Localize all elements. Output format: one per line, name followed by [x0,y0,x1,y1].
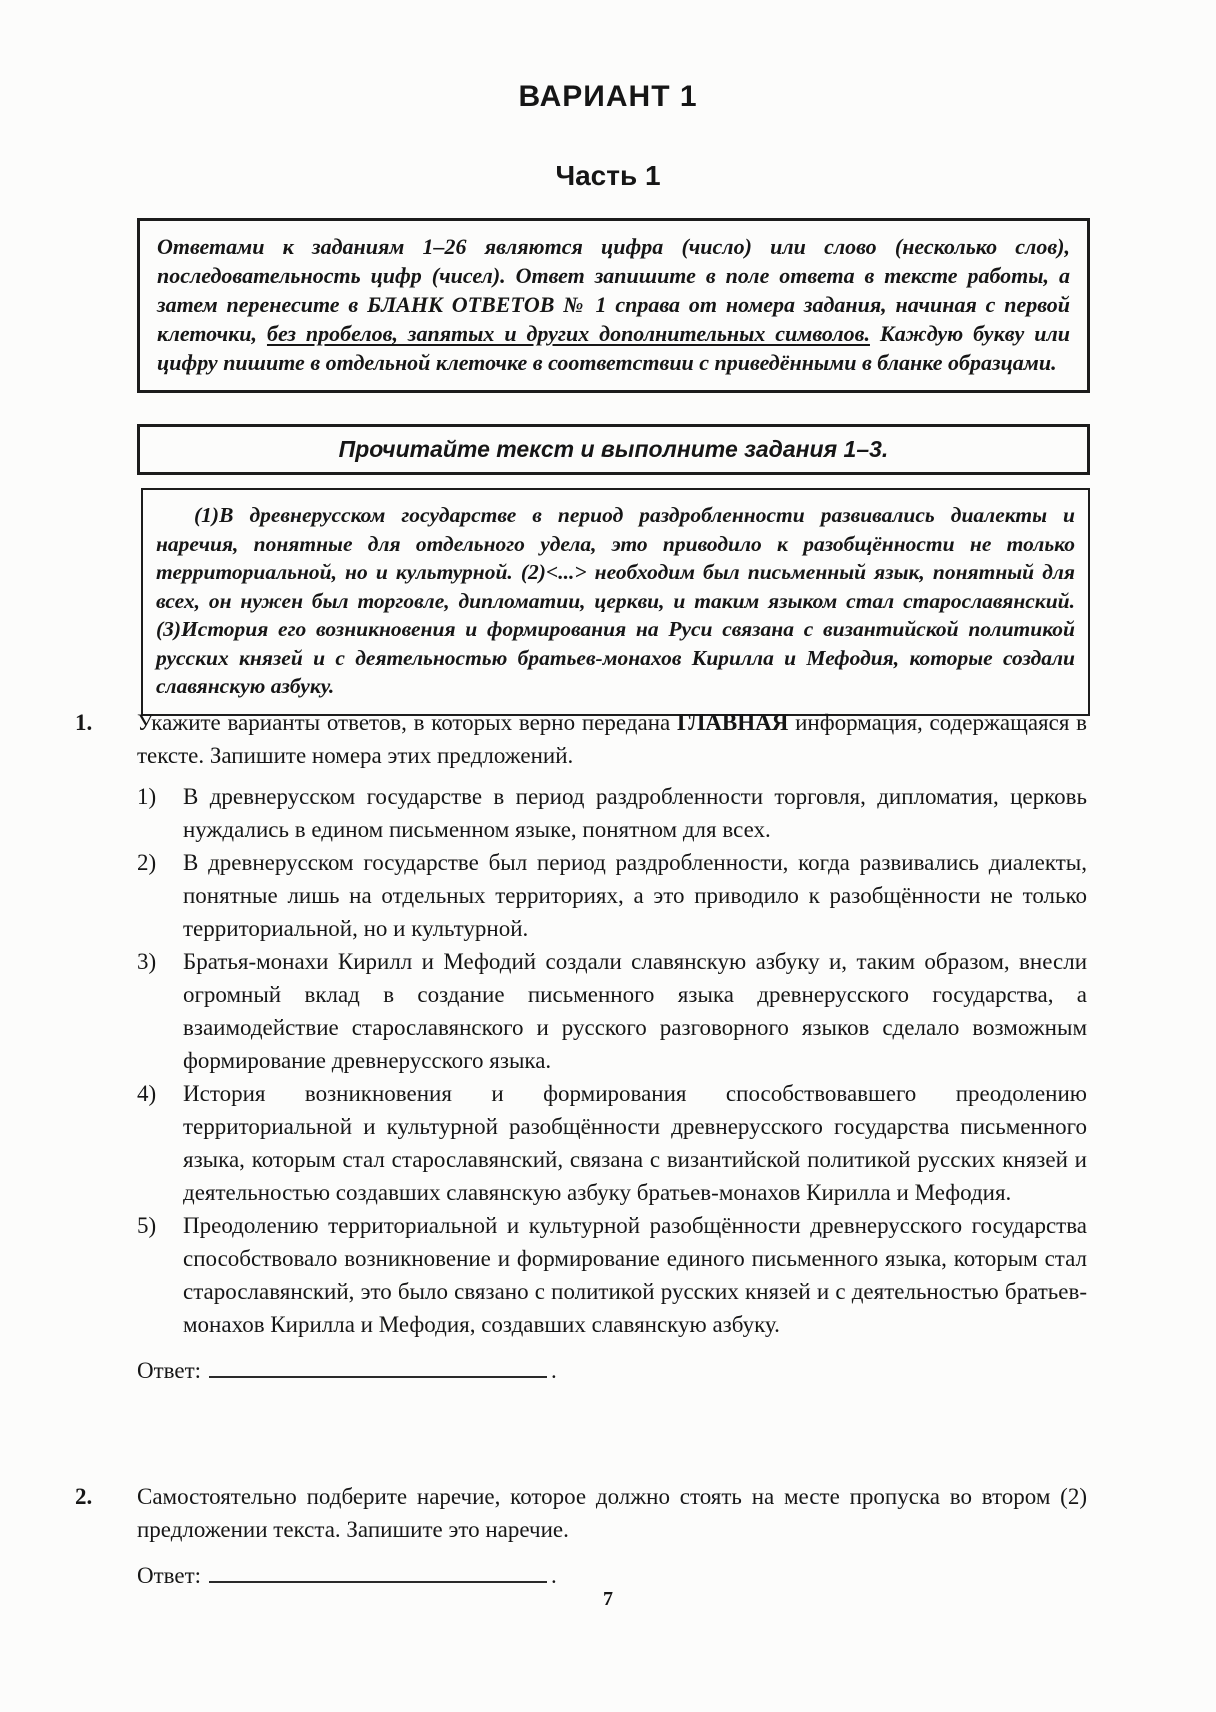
question-1-options [137,780,1087,1341]
reading-passage [141,488,1090,716]
instructions-text-before: Ответами к заданиям 1–26 являются цифра (число) или слово (несколько слов), последовательность цифр (чисел). Ответ запишите в поле ответа в тексте работы, а затем перенесите в БЛАНК ОТВЕТОВ № 1 справа от номера задания, начиная с первой клеточки, [157,234,1070,346]
question-2-answer-label: Ответ: [137,1563,202,1588]
question-1-number: 1. [75,710,93,735]
question-1-answer-blank [209,1356,547,1378]
task-banner [137,424,1090,475]
part-title: Часть 1 [555,160,661,191]
option-1-text: В древнерусском государстве в период раздробленности торговля, дипломатия, церковь нуждались в едином письменном языке, понятном для всех. [183,784,1087,842]
question-1-prompt-bold: ГЛАВНАЯ [676,710,789,735]
variant-title: ВАРИАНТ 1 [518,80,698,113]
instructions-text-underlined: без пробелов, запятых и других дополнительных символов. [266,321,870,346]
option-5 [137,1209,1087,1341]
question-1-prompt-after: информация, содержащаяся в тексте. Запишите номера этих предложений. [137,710,1088,768]
option-1-number: 1) [137,784,157,809]
option-5-text: Преодолению территориальной и культурной разобщённости древнерусского государства способствовало возникновение и формирование единого письменного языка, которым стал старославянский, это было связано с политикой русских князей и с деятельностью братьев-монахов Кирилла и Мефодия, создавших славянскую азбуку. [183,1213,1087,1337]
question-1-prompt [137,706,1087,772]
option-2-number: 2) [137,850,157,875]
option-4-number: 4) [137,1081,157,1106]
question-2 [75,1480,1087,1592]
option-4-text: История возникновения и формирования способствовавшего преодолению территориальной и культурной разобщённости древнерусского государства письменного языка, которым стал старославянский, связана с византийской политикой русских князей и деятельностью создавших славянскую азбуку братьев-монахов Кирилла и Мефодия. [183,1081,1087,1205]
option-3-number: 3) [137,949,157,974]
question-1 [75,706,1087,1387]
option-2-text: В древнерусском государстве был период раздробленности, когда развивались диалекты, понятные лишь на отдельных территориях, а это приводило к разобщённости не только территориальной, но и культурной. [183,850,1087,941]
option-3-text: Братья-монахи Кирилл и Мефодий создали славянскую азбуку и, таким образом, внесли огромный вклад в создание письменного языка древнерусского государства, а взаимодействие старославянского и русского разговорного языков сделало возможным формирование древнерусского языка. [183,949,1087,1073]
question-1-answer-period: . [551,1358,557,1383]
passage-text: (1)В древнерусском государстве в период раздробленности развивались диалекты и наречия, понятные для отдельного удела, это приводило к разобщённости не только территориальной, но и культурной. (2)<...> необходим был письменный язык, понятный для всех, он нужен был торговле, дипломатии, церкви, и таким языком стал старославянский. (3)История его возникновения и формирования на Руси связана с византийской политикой русских князей и с деятельностью братьев-монахов Кирилла и Мефодия, которые создали славянскую азбуку. [156,503,1075,698]
option-4 [137,1077,1087,1209]
question-2-answer-period: . [551,1563,557,1588]
option-5-number: 5) [137,1213,157,1238]
page-number: 7 [603,1588,613,1610]
question-2-answer-blank [209,1561,547,1583]
question-1-answer-label: Ответ: [137,1358,202,1383]
instructions-text-after: Каждую букву или цифру пишите в отдельной клеточке в соответствии с приведёнными в бланке образцами. [157,321,1070,375]
option-1 [137,780,1087,846]
answer-instructions-box [137,218,1090,393]
question-1-answer-row [137,1354,1087,1387]
question-1-prompt-before: Укажите варианты ответов, в которых верно передана [137,710,677,735]
task-banner-text: Прочитайте текст и выполните задания 1–3. [338,436,889,462]
option-2 [137,846,1087,945]
question-2-prompt: Самостоятельно подберите наречие, которое должно стоять на месте пропуска во втором (2) предложении текста. Запишите это наречие. [137,1484,1087,1542]
question-2-number: 2. [75,1484,93,1509]
option-3 [137,945,1087,1077]
